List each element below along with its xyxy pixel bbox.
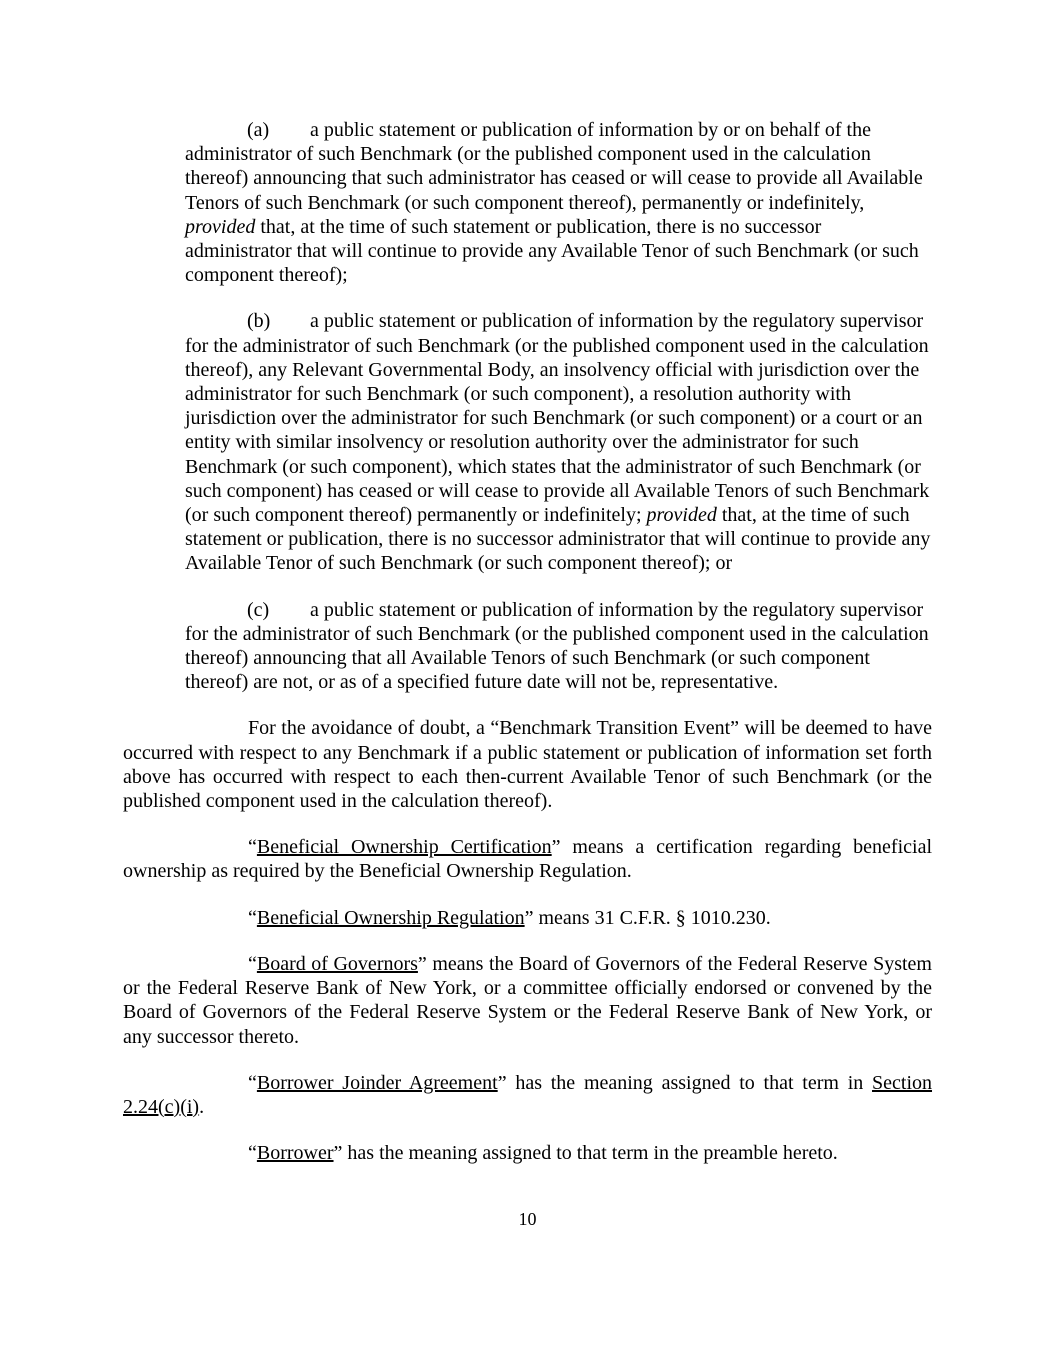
text-run: ” means 31 C.F.R. § 1010.230.: [524, 906, 771, 929]
text-run: ” has the meaning assigned to that term in: [497, 1071, 873, 1094]
defined-term: Board of Governors: [256, 952, 418, 975]
definition-beneficial-ownership-certification: [123, 835, 932, 883]
text-run: ” means the Board of Governors of the Federal Reserve System or the Federal Reserve Bank of New York, or a committee officially endorsed or convened by the Board of Governors of the Federal Reserve System or the Federal Reserve Bank of New York, or any successor thereto.: [123, 952, 932, 1048]
text-run: For the avoidance of doubt, a “Benchmark Transition Event” will be deemed to have occurred with respect to any Benchmark if a public statement or publication of information set forth above has occurred with respect to each then-current Available Tenor of such Benchmark (or the published component used in the calculation thereof).: [123, 717, 932, 813]
defined-term: Beneficial Ownership Regulation: [256, 906, 525, 929]
defined-term: Borrower: [256, 1142, 334, 1165]
clause-label: (c): [247, 598, 270, 621]
page-number: 10: [518, 1209, 537, 1229]
clause-label: (a): [247, 119, 270, 141]
clause-label: (b): [247, 310, 271, 333]
definition-borrower: [123, 1141, 932, 1165]
text-run: a public statement or publication of information by or on behalf of the administrator of such Benchmark (or the published component used in the calculation thereof) announcing that such administrator has ceased or will cease to provide all Available Tenors of such Benchmark (or such component thereof), permanently or indefinitely,: [185, 119, 923, 214]
text-run: “: [248, 952, 257, 975]
text-run: “: [248, 906, 257, 929]
text-run: .: [199, 1095, 205, 1118]
text-run: ” has the meaning assigned to that term in the preamble hereto.: [333, 1142, 838, 1165]
definition-borrower-joinder-agreement: [123, 1071, 932, 1119]
document-body: [123, 118, 932, 1187]
defined-term: Beneficial Ownership Certification: [256, 836, 552, 859]
clause-b: [185, 309, 932, 575]
text-run: “: [248, 1142, 257, 1165]
defined-term: Borrower Joinder Agreement: [256, 1071, 498, 1094]
text-run: ” means a certification regarding beneficial ownership as required by the Beneficial Ownership Regulation.: [123, 836, 932, 883]
text-run: that, at the time of such statement or publication, there is no successor administrator that will continue to provide any Available Tenor of such Benchmark (or such component thereof);: [185, 215, 919, 287]
clause-a: [185, 118, 932, 287]
text-run: that, at the time of such statement or publication, there is no successor administrator that will continue to provide any Available Tenor of such Benchmark (or such component thereof); or: [185, 504, 931, 575]
definition-board-of-governors: [123, 952, 932, 1049]
text-run: “: [248, 1071, 257, 1094]
definition-beneficial-ownership-regulation: [123, 906, 932, 930]
italic-text-run: provided: [646, 504, 717, 527]
italic-text-run: provided: [185, 215, 256, 238]
clause-c: [185, 598, 932, 695]
avoidance-of-doubt-paragraph: [123, 716, 932, 813]
text-run: “: [248, 836, 257, 859]
text-run: a public statement or publication of information by the regulatory supervisor for the administrator of such Benchmark (or the published component used in the calculation thereof), any Relevant Governmental Body, an insolvency official with jurisdiction over the administrator for such Benchmark (or such component), a resolution authority with jurisdiction over the administrator for such Benchmark (or such component) or a court or an entity with similar insolvency or resolution authority over the administrator for such Benchmark (or such component), which states that the administrator of such Benchmark (or such component) has ceased or will cease to provide all Available Tenors of such Benchmark (or such component thereof) permanently or indefinitely;: [185, 310, 930, 527]
defined-term: Section 2.24(c)(i): [123, 1071, 933, 1118]
text-run: a public statement or publication of information by the regulatory supervisor for the administrator of such Benchmark (or the published component used in the calculation thereof) announcing that all Available Tenors of such Benchmark (or such component thereof) are not, or as of a specified future date will not be, representative.: [185, 598, 929, 694]
